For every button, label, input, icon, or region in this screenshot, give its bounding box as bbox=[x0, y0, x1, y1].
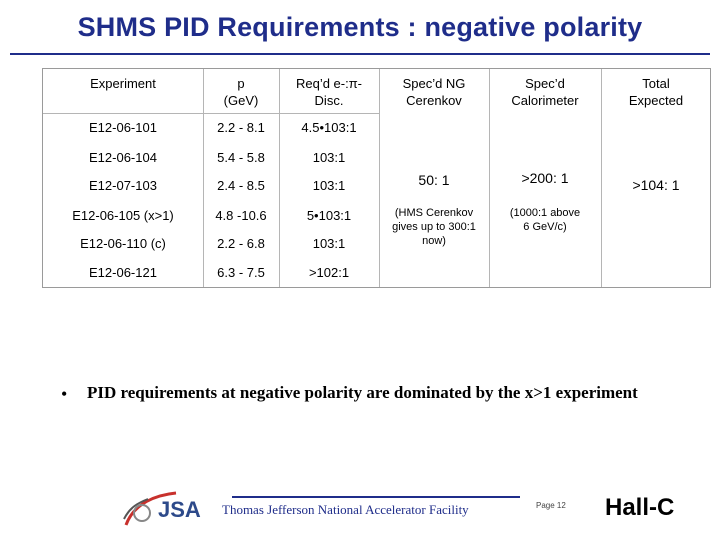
experiment-cell: E12-06-104 bbox=[89, 150, 157, 165]
header-total-expected: Total Expected bbox=[628, 76, 684, 108]
momentum-cell: 2.2 - 6.8 bbox=[217, 236, 265, 251]
requirement-cell: 103:1 bbox=[312, 150, 346, 165]
requirement-cell: 5•103:1 bbox=[306, 208, 352, 223]
experiment-cell: E12-06-101 bbox=[89, 120, 157, 135]
calorimeter-value: >200: 1 bbox=[521, 170, 569, 186]
bullet-marker: • bbox=[61, 384, 68, 404]
experiment-cell: E12-07-103 bbox=[89, 178, 157, 193]
momentum-cell: 2.4 - 8.5 bbox=[217, 178, 265, 193]
logo-text: JSA bbox=[158, 497, 201, 522]
header-experiment: Experiment bbox=[90, 76, 156, 91]
total-expected-value: >104: 1 bbox=[632, 177, 680, 193]
lab-name: Thomas Jefferson National Accelerator Facility bbox=[222, 502, 469, 517]
header-calorimeter: Spec’d Calorimeter bbox=[511, 76, 579, 108]
cerenkov-note: (HMS Cerenkov gives up to 300:1 now) bbox=[392, 207, 476, 247]
cerenkov-value: 50: 1 bbox=[418, 172, 450, 188]
header-momentum: p (GeV) bbox=[223, 76, 259, 108]
footer-rule bbox=[232, 496, 520, 498]
header-required-discrimination: Req’d e-:π- Disc. bbox=[295, 76, 363, 108]
page-number: Page 12 bbox=[536, 501, 566, 510]
requirement-cell: 103:1 bbox=[312, 236, 346, 251]
momentum-cell: 5.4 - 5.8 bbox=[217, 150, 265, 165]
momentum-cell: 4.8 -10.6 bbox=[215, 208, 267, 223]
jsa-logo bbox=[120, 485, 212, 533]
slide-title: SHMS PID Requirements : negative polarity bbox=[77, 12, 643, 42]
logo-ring bbox=[134, 505, 150, 521]
header-ng-cerenkov: Spec’d NG Cerenkov bbox=[402, 76, 466, 108]
momentum-cell: 2.2 - 8.1 bbox=[217, 120, 265, 135]
requirement-cell: 103:1 bbox=[312, 178, 346, 193]
experiment-cell: E12-06-105 (x>1) bbox=[72, 208, 174, 223]
title-underline bbox=[10, 53, 710, 55]
requirement-cell: >102:1 bbox=[308, 265, 350, 280]
requirement-cell: 4.5•103:1 bbox=[301, 120, 357, 135]
row-divider bbox=[43, 113, 379, 114]
calorimeter-note: (1000:1 above 6 GeV/c) bbox=[509, 207, 581, 233]
momentum-cell: 6.3 - 7.5 bbox=[217, 265, 265, 280]
experiment-cell: E12-06-121 bbox=[89, 265, 157, 280]
bullet-text: PID requirements at negative polarity are dominated by the x>1 experiment bbox=[87, 383, 638, 402]
pid-requirements-table bbox=[42, 68, 711, 288]
hall-c-label: Hall-C bbox=[605, 494, 675, 521]
experiment-cell: E12-06-110 (c) bbox=[80, 236, 166, 251]
